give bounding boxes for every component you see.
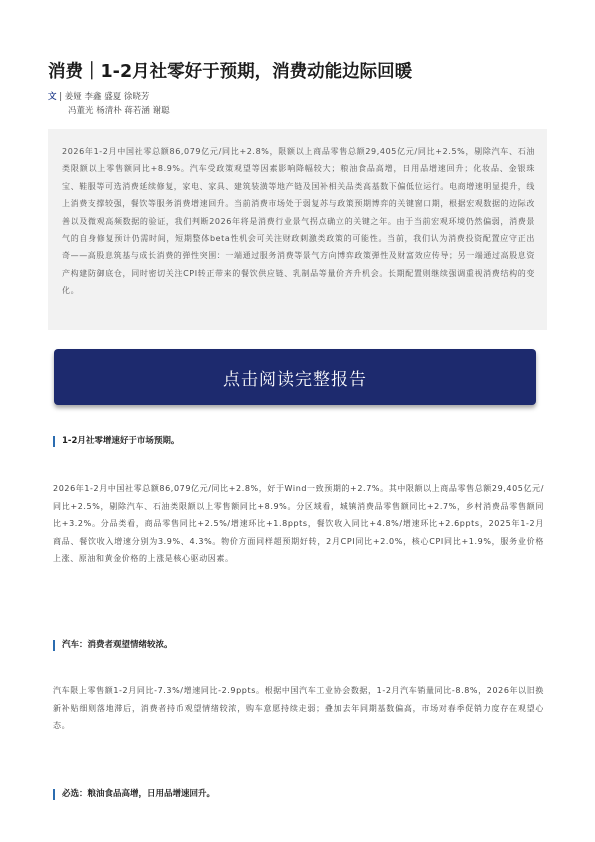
author-line-2: 冯董光 杨清朴 蒋若涵 谢聪 <box>68 106 170 116</box>
author-prefix: 文 <box>48 92 57 102</box>
author-separator: | <box>59 92 65 102</box>
read-full-report-button[interactable]: 点击阅读完整报告 <box>54 349 536 405</box>
section-heading-retail: 1-2月社零增速好于市场预期。 <box>53 436 179 447</box>
author-block <box>48 90 170 118</box>
author-line-1 <box>48 90 170 104</box>
summary-box <box>48 129 547 330</box>
section-heading-auto: 汽车：消费者观望情绪较浓。 <box>53 640 173 651</box>
summary-text: 2026年1-2月中国社零总额86,079亿元/同比+2.8%，限额以上商品零售总额29,405亿元/同比+2.5%，剔除汽车、石油类限额以上零售额同比+8.9%。汽车受政策观望等因素影响降幅较大；粮油食品高增，日用品增速回升；化妆品、金银珠宝、鞋服等可选消费延续修复，家电、家具、建筑装潢等地产链及国补相关品类高基数下偏低位运行。电商增速明显提升，线上消费支撑较强，餐饮等服务消费增速回升。当前消费市场处于弱复苏与政策预期博弈的关键窗口期，根据宏观数据的边际改善以及微观高频数据的验证，我们判断2026年将是消费行业景气拐点确立的关键之年。由于当前宏观环境仍然偏弱，消费景气的自身修复预计仍需时间，短期整体beta性机会可关注财政刺激类政策的可能性。当前，我们认为消费投资配置应守正出奇——高股息筑基与成长消费的弹性突围：一端通过服务消费等景气方向博弈政策弹性及财富效应传导；另一端通过高股息资产构建防御底仓，同时密切关注CPI转正带来的餐饮供应链、乳制品等量价齐升机会。长期配置则继续强调重视消费结构的变化。 <box>62 147 535 296</box>
section-heading-staples: 必选：粮油食品高增，日用品增速回升。 <box>53 789 215 800</box>
author-names-1: 姜娅 李鑫 盛夏 徐晓芳 <box>64 92 150 102</box>
section-body-retail: 2026年1-2月中国社零总额86,079亿元/同比+2.8%，好于Wind一致预期的+2.7%。其中限额以上商品零售总额29,405亿元/同比+2.5%，剔除汽车、石油类限额以上零售额同比+8.9%。分区域看，城镇消费品零售额同比+2.7%，乡村消费品零售额同比+3.2%。分品类看，商品零售同比+2.5%/增速环比+1.8ppts，餐饮收入同比+4.8%/增速环比+2.6ppts，2025年1-2月商品、餐饮收入增速分别为3.9%、4.3%。物价方面同样超预期好转，2月CPI同比+2.0%，核心CPI同比+1.9%，服务业价格上涨、原油和黄金价格的上涨是核心驱动因素。 <box>53 484 544 564</box>
article-title: 消费｜1-2月社零好于预期，消费动能边际回暖 <box>48 62 413 82</box>
section-body-auto: 汽车限上零售额1-2月同比-7.3%/增速同比-2.9ppts。根据中国汽车工业协会数据，1-2月汽车销量同比-8.8%，2026年以旧换新补贴细则落地滞后，消费者持币观望情绪较浓，购车意愿持续走弱；叠加去年同期基数偏高，市场对春季促销力度存在观望心态。 <box>53 686 544 731</box>
